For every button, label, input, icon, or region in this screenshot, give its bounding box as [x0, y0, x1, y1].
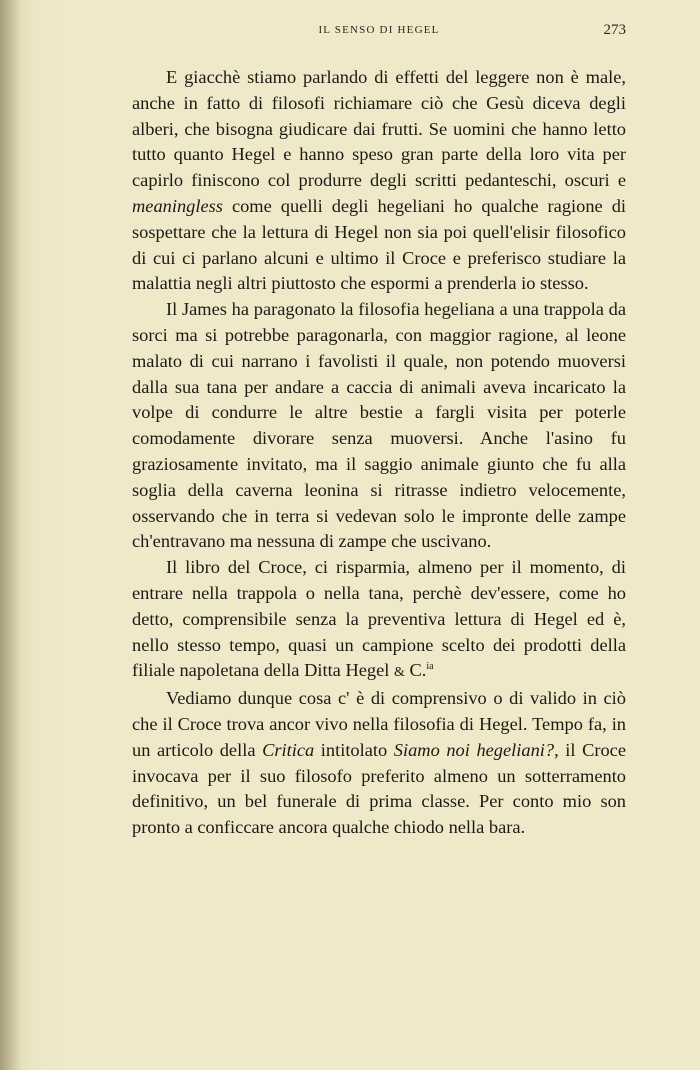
paragraph-4-text-c: , il Croce invocava per il suo filosofo preferito almeno un sotterramento definitivo, un bel funerale di prima classe. Per conto mio son pronto a conficcare ancora qualche chiodo nella bara.: [132, 739, 626, 838]
paragraph-1-text-b: come quelli degli hegeliani ho qualche ragione di sospettare che la lettura di Hegel non sia poi quell'elisir filosofico di cui ci parlano alcuni e ultimo il Croce e preferisco studiare la malattia negli altri piuttosto che espormi a prenderla io stesso.: [132, 195, 626, 294]
paragraph-4-italic-title: Siamo noi hegeliani?: [393, 739, 555, 760]
running-title: IL SENSO DI HEGEL: [318, 24, 440, 36]
paragraph-3-superscript: ia: [426, 661, 434, 673]
paragraph-1-text-a: E giacchè stiamo parlando di effetti del leggere non è male, anche in fatto di filosofi richiamare ciò che Gesù diceva degli alberi, che bisogna giudicare dai frutti. Se uomini che hanno letto tutto quanto Hegel e hanno speso gran parte della loro vita per capirlo finiscono col produrre degli scritti pedanteschi, oscuri e: [132, 67, 626, 191]
running-head: [132, 22, 626, 42]
paragraph-4-italic-critica: Critica: [262, 739, 315, 760]
paragraph-3-ampersand: &: [393, 665, 405, 681]
body-text: [132, 65, 626, 841]
paragraph-1: [132, 65, 626, 297]
paragraph-4-text-a: Vediamo dunque cosa c' è di comprensivo o di valido in ciò che il Croce trova ancor vivo nella filosofia di Hegel. Tempo fa, in un articolo della: [132, 688, 626, 760]
paragraph-1-italic: meaningless: [132, 195, 223, 216]
paragraph-3-text: Il libro del Croce, ci risparmia, almeno per il momento, di entrare nella trappola o nella tana, perchè dev'essere, come ho detto, comprensibile senza la preventiva lettura di Hegel ed è, nello stesso tempo, quasi un campione scelto dei prodotti della filiale napoletana della Ditta Hegel: [132, 557, 626, 681]
page-number: 273: [603, 22, 626, 38]
paragraph-4: [132, 686, 626, 841]
binding-gutter-shadow: [0, 0, 22, 1070]
paragraph-3: [132, 555, 626, 686]
paragraph-4-text-b: intitolato: [314, 739, 394, 760]
paragraph-2: Il James ha paragonato la filosofia hegeliana a una trappola da sorci ma si potrebbe paragonarla, con maggior ragione, al leone malato di cui narrano i favolisti il quale, non potendo muoversi dalla sua tana per andare a caccia di animali aveva incaricato la volpe di condurre le altre bestie a fargli visita per poterle comodamente divorare senza muoversi. Anche l'asino fu graziosamente invitato, ma il saggio animale giunto che fu alla soglia della caverna leonina si ritrasse indietro velocemente, osservando che in terra si vedevan solo le impronte delle zampe ch'entravano ma nessuna di zampe che uscivano.: [132, 299, 626, 552]
paragraph-3-tail: C.: [404, 660, 427, 681]
